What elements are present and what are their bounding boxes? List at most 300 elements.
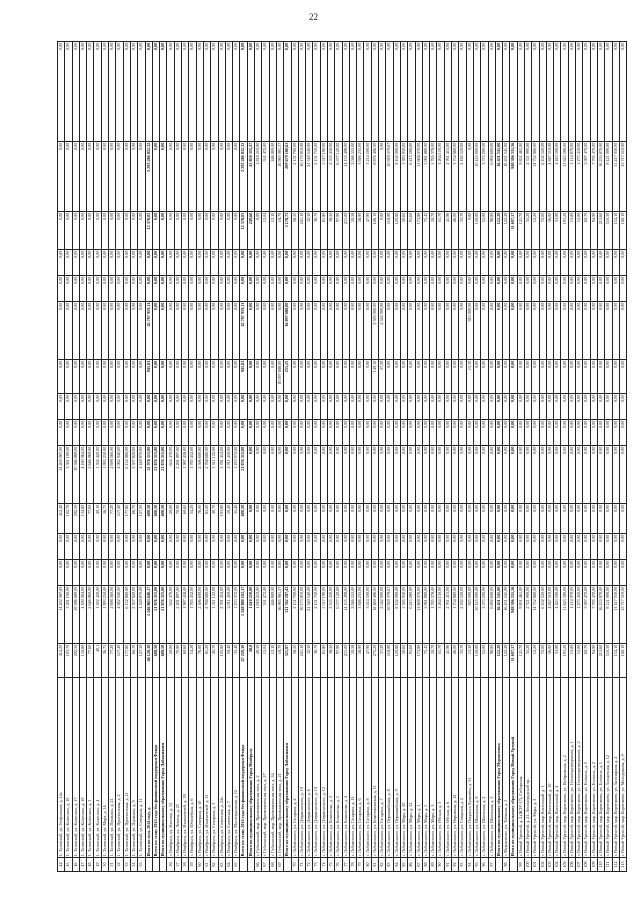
value-cell: 0,00 xyxy=(473,446,480,504)
value-cell: 0,00 xyxy=(116,250,123,276)
table-row xyxy=(605,42,612,872)
value-cell: 0,00 xyxy=(459,534,466,560)
area-cell: 47 250,10 xyxy=(240,644,247,678)
value-cell: 16 173 810,00 xyxy=(298,142,305,212)
table-row xyxy=(488,42,495,872)
value-cell: 77,60 xyxy=(87,504,94,534)
value-cell: 1 987 458,00 xyxy=(182,446,189,504)
value-cell: 0,00 xyxy=(539,302,546,360)
row-number-cell: 72 xyxy=(306,858,313,872)
value-cell: 0,00 xyxy=(306,420,313,446)
value-cell: 0,00 xyxy=(371,276,378,302)
value-cell: 0,00 xyxy=(94,42,101,142)
address-cell: г. Лабытнанги, ул. Обская, д. 6 xyxy=(444,678,451,858)
area-cell: 30,58 xyxy=(349,644,356,678)
value-cell: 1 311 122,00 xyxy=(211,446,218,504)
value-cell: 9 851 461,00 xyxy=(517,142,524,212)
total-cost-cell: 211 762 287,43 xyxy=(284,586,291,644)
value-cell: 0,00 xyxy=(211,302,218,360)
value-cell: 0,00 xyxy=(561,42,568,142)
value-cell: 11 623 580,00 xyxy=(561,142,568,212)
value-cell: 0,00 xyxy=(430,250,437,276)
value-cell: 0,00 xyxy=(400,560,407,586)
value-cell: 0,00 xyxy=(357,42,364,142)
row-number-cell: 85 xyxy=(400,858,407,872)
area-cell: 36,75 xyxy=(101,644,108,678)
value-cell: 0,00 xyxy=(167,420,174,446)
row-number-cell: 47 xyxy=(79,858,86,872)
value-cell: 2 646 960,00 xyxy=(87,446,94,504)
value-cell: 0,00 xyxy=(590,302,597,360)
area-cell: 13,00 xyxy=(568,644,575,678)
value-cell: 0,00 xyxy=(539,534,546,560)
value-cell: 0,00 xyxy=(247,360,254,394)
value-cell: 251,25 xyxy=(284,360,291,394)
value-cell: 0,00 xyxy=(466,212,473,250)
value-cell: 0,00 xyxy=(342,250,349,276)
value-cell: 0,00 xyxy=(379,142,386,212)
value-cell: 0,00 xyxy=(525,302,532,360)
table-row xyxy=(109,42,116,872)
value-cell: 0,00 xyxy=(546,560,553,586)
value-cell: 0,00 xyxy=(408,276,415,302)
value-cell: 0,00 xyxy=(167,394,174,420)
value-cell: 31,20 xyxy=(525,212,532,250)
address-cell: г. Новый Уренгой, д. 21, Ленинградский пр. xyxy=(525,678,532,858)
value-cell: 0,00 xyxy=(619,446,626,504)
address-cell: г. Лабытнанги, ул. Дзержинского, д. 12 xyxy=(320,678,327,858)
value-cell: 0,00 xyxy=(488,446,495,504)
area-cell: 52,00 xyxy=(481,644,488,678)
value-cell: 0,00 xyxy=(481,42,488,142)
value-cell: 0,00 xyxy=(174,42,181,142)
total-cost-cell: 14 155 498,00 xyxy=(342,586,349,644)
table-row xyxy=(415,42,422,872)
value-cell: 0,00 xyxy=(284,504,291,534)
value-cell: 0,00 xyxy=(160,534,167,560)
address-cell: г. Лабытнанги, ул. Бованенко, д. 1 xyxy=(335,678,342,858)
value-cell: 0,00 xyxy=(422,534,429,560)
value-cell: 0,00 xyxy=(233,212,240,250)
value-cell: 0,00 xyxy=(422,504,429,534)
value-cell: 0,00 xyxy=(240,250,247,276)
value-cell: 0,00 xyxy=(313,42,320,142)
value-cell: 0,00 xyxy=(561,420,568,446)
table-row xyxy=(576,42,583,872)
value-cell: 2 046 555,00 xyxy=(349,142,356,212)
value-cell: 0,00 xyxy=(525,504,532,534)
row-number-cell: 65 xyxy=(233,858,240,872)
value-cell: 0,00 xyxy=(612,302,619,360)
value-cell: 0,00 xyxy=(510,504,517,534)
row-number-cell xyxy=(495,858,502,872)
value-cell: 0,00 xyxy=(612,560,619,586)
value-cell: 0,00 xyxy=(255,360,262,394)
value-cell: 0,00 xyxy=(247,250,254,276)
row-number-cell: 94 xyxy=(466,858,473,872)
value-cell: 0,00 xyxy=(109,420,116,446)
value-cell: 0,00 xyxy=(510,250,517,276)
value-cell: 30,70 xyxy=(430,212,437,250)
value-cell: 0,00 xyxy=(130,420,137,446)
address-cell: г. Лабытнанги, ул. Мира, д. 20 xyxy=(400,678,407,858)
value-cell: 8 876 406,00 xyxy=(371,142,378,212)
value-cell: 0,00 xyxy=(65,394,72,420)
value-cell: 0,00 xyxy=(189,212,196,250)
value-cell: 0,00 xyxy=(430,420,437,446)
value-cell: 16 097 688,00 xyxy=(284,302,291,360)
address-cell: Всего по этапу 2014 года без финансовой поддержки Фонда xyxy=(240,678,247,858)
value-cell: 0,00 xyxy=(291,446,298,504)
value-cell: 0,00 xyxy=(65,276,72,302)
value-cell: 0,00 xyxy=(554,302,561,360)
value-cell: 0,00 xyxy=(65,560,72,586)
value-cell: 3 293 286 832,32 xyxy=(145,142,152,212)
value-cell: 0,00 xyxy=(247,302,254,360)
value-cell: 0,00 xyxy=(298,42,305,142)
value-cell: 0,00 xyxy=(320,276,327,302)
address-cell: г. Лабытнанги, ул. Школьная, д. 8 xyxy=(473,678,480,858)
value-cell: 0,00 xyxy=(561,560,568,586)
address-cell: г. Новый Уренгой, д. 2 (ЖЭУ-17), Сибирская xyxy=(517,678,524,858)
value-cell: 0,00 xyxy=(532,360,539,394)
value-cell: 0,00 xyxy=(452,446,459,504)
value-cell: 0,00 xyxy=(284,560,291,586)
value-cell: 21 876 315,00 xyxy=(160,446,167,504)
table-row xyxy=(408,42,415,872)
value-cell: 0,00 xyxy=(269,42,276,142)
value-cell: 0,00 xyxy=(554,276,561,302)
value-cell: 0,00 xyxy=(225,360,232,394)
table-row xyxy=(94,42,101,872)
total-cost-cell: 1 233 072,00 xyxy=(233,586,240,644)
value-cell: 0,00 xyxy=(481,250,488,276)
table-row xyxy=(174,42,181,872)
value-cell: 43 850 355,47 xyxy=(247,142,254,212)
value-cell: 10 125 000,00 xyxy=(473,142,480,212)
value-cell: 11 697,17 xyxy=(510,212,517,250)
value-cell: 0,00 xyxy=(58,560,65,586)
row-number-cell: 69 xyxy=(276,858,283,872)
value-cell: 0,00 xyxy=(174,560,181,586)
area-cell: 77,20 xyxy=(109,644,116,678)
value-cell: 0,00 xyxy=(203,420,210,446)
total-cost-cell: 14 752 880,00 xyxy=(532,586,539,644)
table-row xyxy=(240,42,247,872)
value-cell: 0,00 xyxy=(532,276,539,302)
value-cell: 173,89 xyxy=(415,212,422,250)
value-cell: 0,00 xyxy=(532,394,539,420)
row-number-cell: 44 xyxy=(58,858,65,872)
total-cost-cell: 10 386 889,00 xyxy=(72,586,79,644)
value-cell: 1 114 970,00 xyxy=(568,142,575,212)
row-number-cell: 64 xyxy=(225,858,232,872)
value-cell: 0,00 xyxy=(167,250,174,276)
value-cell: 0,00 xyxy=(349,504,356,534)
value-cell: 0,00 xyxy=(138,360,145,394)
value-cell: 0,00 xyxy=(554,504,561,534)
value-cell: 149,10 xyxy=(371,360,378,394)
value-cell: 0,00 xyxy=(327,302,334,360)
value-cell: 0,00 xyxy=(590,250,597,276)
value-cell: 0,00 xyxy=(94,394,101,420)
value-cell: 0,00 xyxy=(437,250,444,276)
value-cell: 2 542 000,00 xyxy=(379,302,386,360)
row-number-cell: 60 xyxy=(196,858,203,872)
area-cell: 30,70 xyxy=(430,644,437,678)
value-cell: 0,00 xyxy=(546,250,553,276)
value-cell: 102,70 xyxy=(65,504,72,534)
value-cell: 0,00 xyxy=(554,446,561,504)
value-cell: 0,00 xyxy=(342,394,349,420)
value-cell: 0,00 xyxy=(597,42,604,142)
value-cell: 0,00 xyxy=(320,534,327,560)
value-cell: 0,00 xyxy=(291,504,298,534)
value-cell: 0,00 xyxy=(576,360,583,394)
total-cost-cell: 2 781 454,00 xyxy=(218,586,225,644)
total-cost-cell: 1 114 970,00 xyxy=(568,586,575,644)
value-cell: 0,00 xyxy=(510,446,517,504)
value-cell: 2 151 750,00 xyxy=(313,142,320,212)
address-cell: г. Новый Уренгой, мкр. Коротчаево, ул. Набережная, д. 2 xyxy=(561,678,568,858)
value-cell: 0,00 xyxy=(320,360,327,394)
value-cell: 0,00 xyxy=(247,560,254,586)
row-number-cell: 59 xyxy=(189,858,196,872)
value-cell: 0,00 xyxy=(123,534,130,560)
value-cell: 0,00 xyxy=(488,420,495,446)
value-cell: 0,00 xyxy=(255,394,262,420)
value-cell: 0,00 xyxy=(189,42,196,142)
value-cell: 0,00 xyxy=(561,276,568,302)
value-cell: 0,00 xyxy=(174,360,181,394)
value-cell: 0,00 xyxy=(152,276,159,302)
value-cell: 0,00 xyxy=(269,276,276,302)
address-cell: г. Новый Уренгой, мкр. Коротчаево, ул. Загадочная, д. 12 xyxy=(605,678,612,858)
value-cell: 0,00 xyxy=(503,560,510,586)
value-cell: 0,00 xyxy=(130,42,137,142)
value-cell: 21 876 315,00 xyxy=(240,446,247,504)
table-row xyxy=(554,42,561,872)
value-cell: 0,00 xyxy=(320,42,327,142)
total-cost-cell: 16 253 870,00 xyxy=(597,586,604,644)
total-cost-cell: 11 668 070,00 xyxy=(415,586,422,644)
value-cell: 0,00 xyxy=(386,394,393,420)
area-cell: 50,60 xyxy=(400,644,407,678)
value-cell: 0,00 xyxy=(393,250,400,276)
value-cell: 0,00 xyxy=(240,534,247,560)
value-cell: 0,00 xyxy=(415,504,422,534)
value-cell: 0,00 xyxy=(357,504,364,534)
area-cell: 59,40 xyxy=(225,644,232,678)
value-cell: 58,50 xyxy=(291,212,298,250)
value-cell: 0,00 xyxy=(196,212,203,250)
value-cell: 0,00 xyxy=(408,534,415,560)
value-cell: 0,00 xyxy=(437,560,444,586)
total-cost-cell: 4 062 040,00 xyxy=(116,586,123,644)
area-cell: 81,20 xyxy=(203,644,210,678)
value-cell: 154,10 xyxy=(612,212,619,250)
value-cell: 0,00 xyxy=(364,504,371,534)
area-cell: 103,70 xyxy=(65,644,72,678)
area-cell: 38,50 xyxy=(327,644,334,678)
value-cell: 0,00 xyxy=(225,276,232,302)
total-cost-cell: 1 311 122,00 xyxy=(211,586,218,644)
value-cell: 0,00 xyxy=(495,360,502,394)
value-cell: 0,00 xyxy=(203,360,210,394)
value-cell: 0,00 xyxy=(225,560,232,586)
value-cell: 0,00 xyxy=(123,420,130,446)
address-cell: 1. Тазовский, ул. Калинина, д. 17 xyxy=(72,678,79,858)
value-cell: 1 754 880,00 xyxy=(452,142,459,212)
address-cell: г. Лабытнанги, ул. Первомайская, д. 9 xyxy=(393,678,400,858)
value-cell: 0,00 xyxy=(444,302,451,360)
value-cell: 0,00 xyxy=(597,302,604,360)
value-cell: 42 707 959,11 xyxy=(145,302,152,360)
row-number-cell: 79 xyxy=(357,858,364,872)
value-cell: 0,00 xyxy=(444,504,451,534)
value-cell: 0,00 xyxy=(313,394,320,420)
value-cell: 1 818 210,00 xyxy=(255,142,262,212)
value-cell: 941,81 xyxy=(240,360,247,394)
value-cell: 0,00 xyxy=(488,534,495,560)
value-cell: 0,00 xyxy=(313,534,320,560)
value-cell: 0,00 xyxy=(437,302,444,360)
value-cell: 0,00 xyxy=(189,250,196,276)
value-cell: 0,00 xyxy=(597,446,604,504)
table-row xyxy=(452,42,459,872)
value-cell: 0,00 xyxy=(415,446,422,504)
value-cell: 0,00 xyxy=(262,534,269,560)
value-cell: 0,00 xyxy=(583,394,590,420)
row-number-cell: 105 xyxy=(561,858,568,872)
value-cell: 0,00 xyxy=(619,394,626,420)
value-cell: 0,00 xyxy=(109,212,116,250)
value-cell: 0,00 xyxy=(211,42,218,142)
value-cell: 0,00 xyxy=(583,360,590,394)
table-row xyxy=(466,42,473,872)
value-cell: 0,00 xyxy=(444,394,451,420)
value-cell: 60,60 xyxy=(182,504,189,534)
value-cell: 0,00 xyxy=(444,446,451,504)
value-cell: 0,00 xyxy=(327,360,334,394)
address-cell: г. Новый Уренгой, мкр. Коротчаево, ул. Заполярная, д. 2 xyxy=(612,678,619,858)
value-cell: 66,70 xyxy=(130,504,137,534)
value-cell: 0,00 xyxy=(430,534,437,560)
value-cell: 0,00 xyxy=(306,42,313,142)
value-cell: 0,00 xyxy=(58,420,65,446)
total-cost-cell: 2 506 600,00 xyxy=(196,586,203,644)
value-cell: 0,00 xyxy=(94,302,101,360)
value-cell: 0,00 xyxy=(379,212,386,250)
value-cell: 0,00 xyxy=(145,420,152,446)
value-cell: 0,00 xyxy=(568,360,575,394)
value-cell: 0,00 xyxy=(233,276,240,302)
value-cell: 0,00 xyxy=(452,394,459,420)
value-cell: 180,10 xyxy=(619,212,626,250)
address-cell: г. Лабытнанги, ул. Мира, д. 22 xyxy=(408,678,415,858)
address-cell: г. Губкинский, мкр. Промышленная зона, д. 34 xyxy=(269,678,276,858)
value-cell: 0,00 xyxy=(225,250,232,276)
value-cell: 0,00 xyxy=(379,446,386,504)
value-cell: 0,00 xyxy=(182,250,189,276)
value-cell: 0,00 xyxy=(371,534,378,560)
address-cell: г. Лабытнанги, ул. Мира, д. 5 xyxy=(422,678,429,858)
value-cell: 0,00 xyxy=(327,250,334,276)
value-cell: 0,00 xyxy=(101,394,108,420)
row-number-cell: 98 xyxy=(503,858,510,872)
value-cell: 0,00 xyxy=(87,142,94,212)
total-cost-cell: 21 876 315,00 xyxy=(160,586,167,644)
value-cell: 0,00 xyxy=(276,302,283,360)
value-cell: 127,30 xyxy=(138,504,145,534)
value-cell: 0,00 xyxy=(174,394,181,420)
value-cell: 0,00 xyxy=(152,560,159,586)
row-number-cell: 104 xyxy=(554,858,561,872)
value-cell: 72,00 xyxy=(539,212,546,250)
area-cell: 15,30 xyxy=(466,644,473,678)
value-cell: 0,00 xyxy=(335,446,342,504)
area-cell: 70,90 xyxy=(174,644,181,678)
value-cell: 0,00 xyxy=(517,504,524,534)
total-cost-cell: 9 851 461,00 xyxy=(517,586,524,644)
value-cell: 52,00 xyxy=(481,212,488,250)
value-cell: 0,00 xyxy=(379,250,386,276)
value-cell: 0,00 xyxy=(211,560,218,586)
value-cell: 0,00 xyxy=(109,394,116,420)
area-cell: 180,10 xyxy=(619,644,626,678)
value-cell: 0,00 xyxy=(196,560,203,586)
value-cell: 0,00 xyxy=(262,250,269,276)
value-cell: 0,00 xyxy=(539,360,546,394)
value-cell: 0,00 xyxy=(123,394,130,420)
value-cell: 0,00 xyxy=(561,446,568,504)
value-cell: 58,90 xyxy=(357,212,364,250)
value-cell: 0,00 xyxy=(342,42,349,142)
value-cell: 0,00 xyxy=(590,534,597,560)
value-cell: 0,00 xyxy=(430,276,437,302)
table-row xyxy=(510,42,517,872)
area-cell: 292,50 xyxy=(72,644,79,678)
value-cell: 0,00 xyxy=(517,250,524,276)
value-cell: 6 577 120,00 xyxy=(335,142,342,212)
area-cell: 94,90 xyxy=(590,644,597,678)
total-cost-cell: 551 472,00 xyxy=(262,586,269,644)
value-cell: 0,00 xyxy=(481,276,488,302)
value-cell: 0,00 xyxy=(291,420,298,446)
value-cell: 551 472,00 xyxy=(262,142,269,212)
value-cell: 0,00 xyxy=(539,250,546,276)
address-cell: г. Ноябрьск, ул. Юбилейная, д. 6 xyxy=(189,678,196,858)
value-cell: 0,00 xyxy=(284,446,291,504)
value-cell: 0,00 xyxy=(306,504,313,534)
value-cell: 0,00 xyxy=(182,560,189,586)
value-cell: 0,00 xyxy=(437,42,444,142)
value-cell: 0,00 xyxy=(255,42,262,142)
row-number-cell: 89 xyxy=(430,858,437,872)
row-number-cell xyxy=(160,858,167,872)
value-cell: 0,00 xyxy=(138,142,145,212)
value-cell: 0,00 xyxy=(357,250,364,276)
value-cell: 0,00 xyxy=(116,560,123,586)
value-cell: 0,00 xyxy=(619,534,626,560)
total-cost-cell: 2 307 820,00 xyxy=(130,586,137,644)
value-cell: 0,00 xyxy=(269,360,276,394)
address-cell: г. Лабытнанги, ул. Гагарина, д. 11 xyxy=(349,678,356,858)
value-cell: 0,00 xyxy=(561,504,568,534)
value-cell: 0,00 xyxy=(481,360,488,394)
row-number-cell xyxy=(152,858,159,872)
value-cell: 0,00 xyxy=(619,276,626,302)
